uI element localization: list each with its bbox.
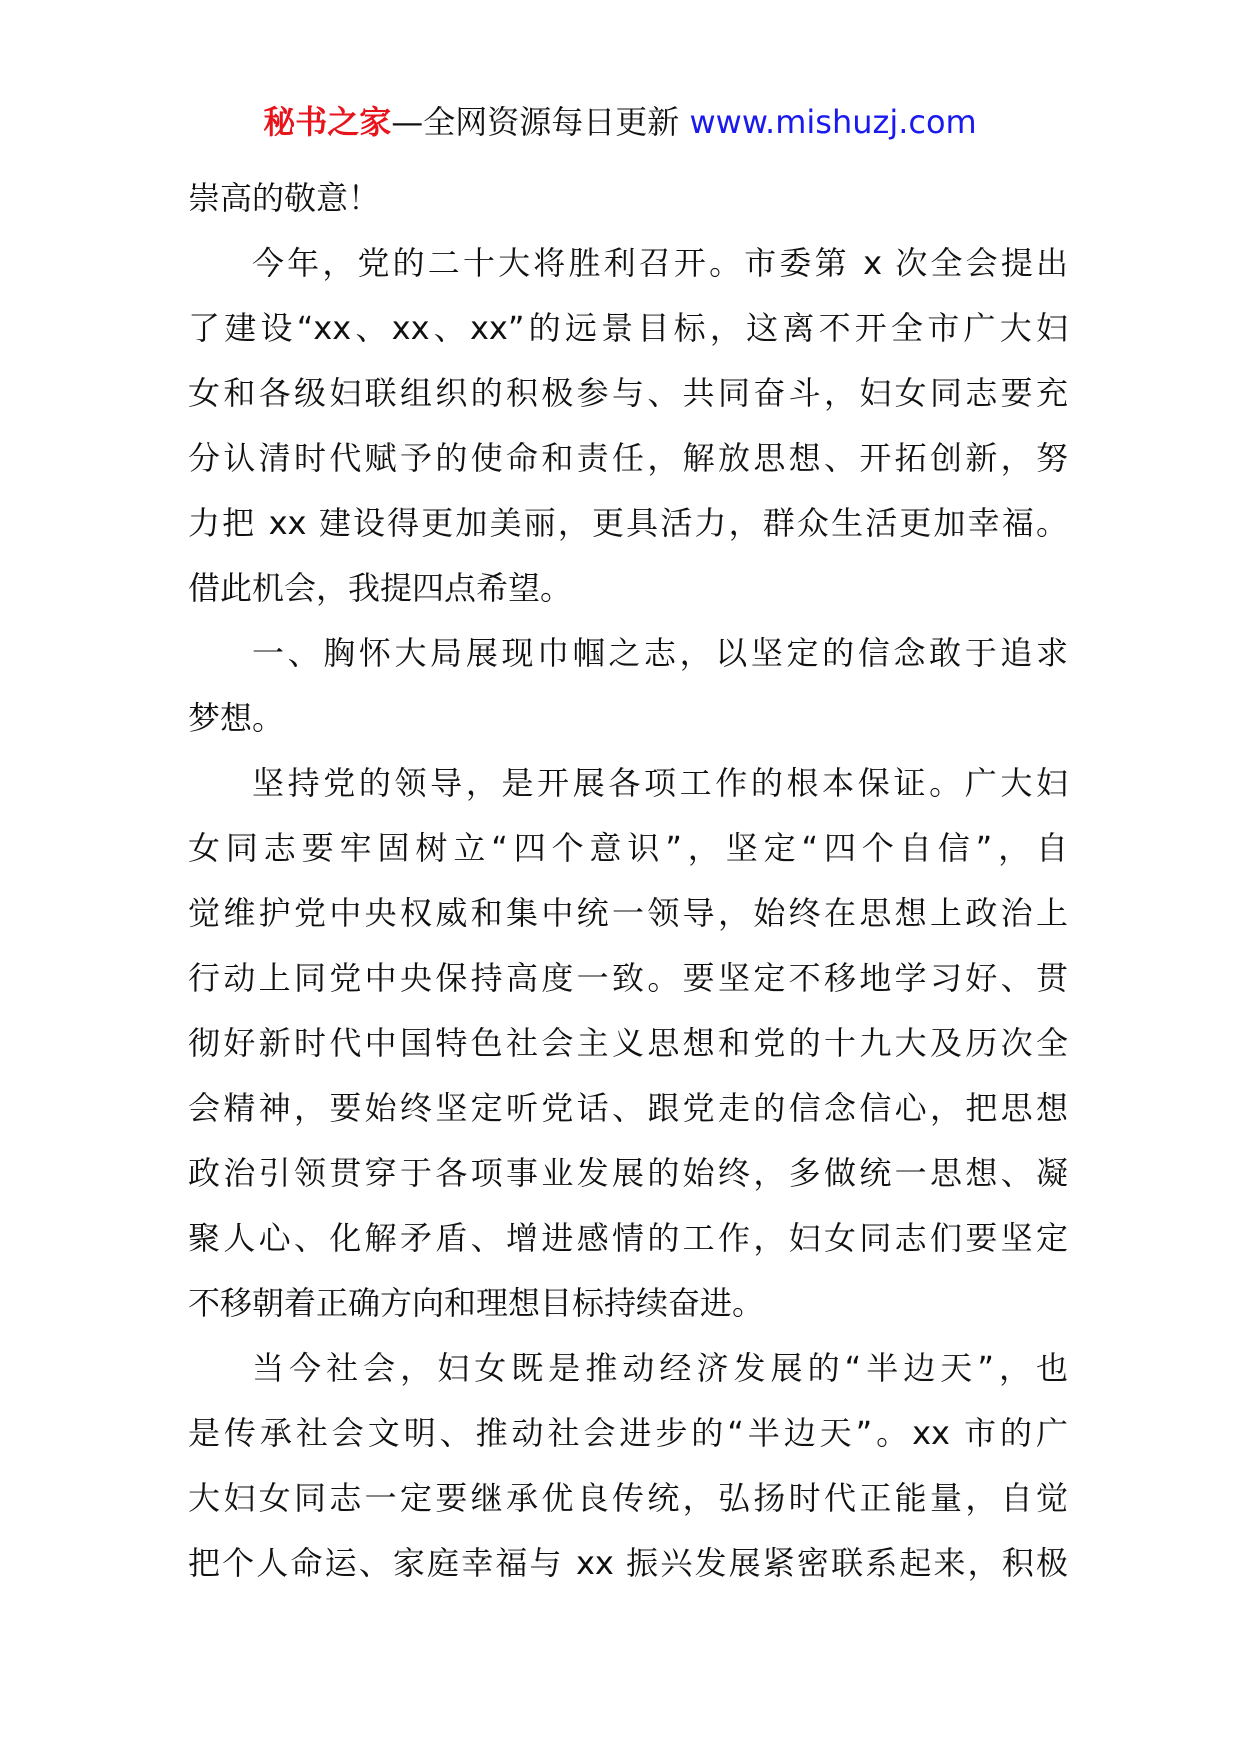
paragraph-line: 政治引领贯穿于各项事业发展的始终，多做统一思想、凝 <box>188 1154 1068 1192</box>
paragraph-line: 崇高的敬意！ <box>188 179 381 217</box>
site-brand: 秘书之家 <box>263 103 392 141</box>
paragraph-line: 大妇女同志一定要继承优良传统，弘扬时代正能量，自觉 <box>188 1479 1068 1517</box>
paragraph-line: 觉维护党中央权威和集中统一领导，始终在思想上政治上 <box>188 894 1068 932</box>
paragraph-line: 是传承社会文明、推动社会进步的“半边天”。xx 市的广 <box>188 1414 1068 1452</box>
paragraph-line: 了建设“xx、xx、xx”的远景目标，这离不开全市广大妇 <box>188 309 1068 347</box>
paragraph-line: 力把 xx 建设得更加美丽，更具活力，群众生活更加幸福。 <box>188 504 1068 542</box>
paragraph-line: 今年，党的二十大将胜利召开。市委第 x 次全会提出 <box>252 244 1068 282</box>
paragraph-line: 把个人命运、家庭幸福与 xx 振兴发展紧密联系起来，积极 <box>188 1544 1068 1582</box>
section-heading-line: 梦想。 <box>188 699 285 737</box>
section-heading-line: 一、胸怀大局展现巾帼之志，以坚定的信念敢于追求 <box>252 634 1068 672</box>
paragraph-line: 女同志要牢固树立“四个意识”，坚定“四个自信”，自 <box>188 829 1068 867</box>
paragraph-line: 聚人心、化解矛盾、增进感情的工作，妇女同志们要坚定 <box>188 1219 1068 1257</box>
paragraph-line: 不移朝着正确方向和理想目标持续奋进。 <box>188 1284 765 1322</box>
paragraph-line: 当今社会，妇女既是推动经济发展的“半边天”，也 <box>252 1349 1068 1387</box>
site-url-link[interactable]: www.mishuzj.com <box>689 103 977 141</box>
site-header <box>0 100 1240 144</box>
paragraph-line: 借此机会，我提四点希望。 <box>188 569 573 607</box>
site-tagline: —全网资源每日更新 <box>391 103 680 141</box>
paragraph-line: 行动上同党中央保持高度一致。要坚定不移地学习好、贯 <box>188 959 1068 997</box>
paragraph-line: 坚持党的领导，是开展各项工作的根本保证。广大妇 <box>252 764 1068 802</box>
paragraph-line: 女和各级妇联组织的积极参与、共同奋斗，妇女同志要充 <box>188 374 1068 412</box>
paragraph-line: 彻好新时代中国特色社会主义思想和党的十九大及历次全 <box>188 1024 1068 1062</box>
paragraph-line: 会精神，要始终坚定听党话、跟党走的信念信心，把思想 <box>188 1089 1068 1127</box>
document-body <box>188 166 1068 1596</box>
paragraph-line: 分认清时代赋予的使命和责任，解放思想、开拓创新，努 <box>188 439 1068 477</box>
